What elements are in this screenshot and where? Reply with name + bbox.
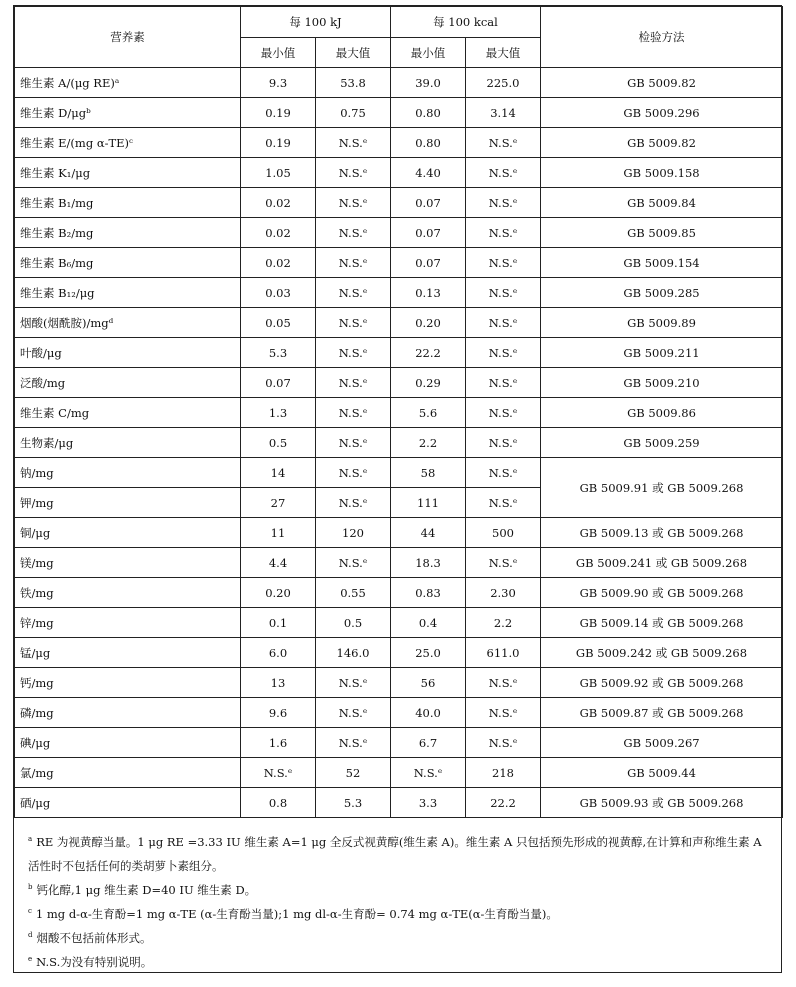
table-row bbox=[15, 338, 783, 368]
kcal-min-cell: 0.80 bbox=[391, 98, 466, 128]
nutrient-name-cell: 铜/μg bbox=[15, 518, 241, 548]
kj-min-cell: 1.05 bbox=[241, 158, 316, 188]
kj-max-cell: N.S.ᵉ bbox=[316, 278, 391, 308]
kj-max-cell: 53.8 bbox=[316, 68, 391, 98]
header-method: 检验方法 bbox=[541, 7, 783, 68]
kcal-min-cell: 58 bbox=[391, 458, 466, 488]
method-cell: GB 5009.242 或 GB 5009.268 bbox=[541, 638, 783, 668]
kcal-min-cell: 111 bbox=[391, 488, 466, 518]
kj-min-cell: 0.8 bbox=[241, 788, 316, 818]
table-row bbox=[15, 188, 783, 218]
nutrient-name-cell: 维生素 A/(μg RE)ᵃ bbox=[15, 68, 241, 98]
method-cell: GB 5009.44 bbox=[541, 758, 783, 788]
table-row bbox=[15, 458, 783, 488]
kcal-min-cell: 25.0 bbox=[391, 638, 466, 668]
method-cell: GB 5009.93 或 GB 5009.268 bbox=[541, 788, 783, 818]
kcal-min-cell: 0.80 bbox=[391, 128, 466, 158]
kcal-min-cell: 0.13 bbox=[391, 278, 466, 308]
table-row bbox=[15, 788, 783, 818]
method-cell: GB 5009.89 bbox=[541, 308, 783, 338]
table-row bbox=[15, 548, 783, 578]
kcal-max-cell: N.S.ᵉ bbox=[466, 698, 541, 728]
kcal-max-cell: 2.30 bbox=[466, 578, 541, 608]
footnote-mark: a bbox=[28, 835, 33, 844]
kj-max-cell: N.S.ᵉ bbox=[316, 188, 391, 218]
table-row bbox=[15, 158, 783, 188]
table-row bbox=[15, 128, 783, 158]
kj-min-cell: 0.02 bbox=[241, 188, 316, 218]
footnote bbox=[28, 950, 769, 974]
kcal-min-cell: 22.2 bbox=[391, 338, 466, 368]
kj-min-cell: 4.4 bbox=[241, 548, 316, 578]
table-row bbox=[15, 98, 783, 128]
nutrient-name-cell: 维生素 C/mg bbox=[15, 398, 241, 428]
header-kj-min: 最小值 bbox=[241, 38, 316, 68]
kcal-min-cell: 0.29 bbox=[391, 368, 466, 398]
kcal-max-cell: N.S.ᵉ bbox=[466, 668, 541, 698]
nutrient-name-cell: 泛酸/mg bbox=[15, 368, 241, 398]
footnote-mark: e bbox=[28, 955, 33, 964]
nutrient-name-cell: 锰/μg bbox=[15, 638, 241, 668]
method-cell: GB 5009.91 或 GB 5009.268 bbox=[541, 458, 783, 518]
kj-max-cell: 120 bbox=[316, 518, 391, 548]
method-cell: GB 5009.13 或 GB 5009.268 bbox=[541, 518, 783, 548]
table-row bbox=[15, 68, 783, 98]
kcal-max-cell: N.S.ᵉ bbox=[466, 728, 541, 758]
kj-min-cell: 0.1 bbox=[241, 608, 316, 638]
kj-max-cell: 146.0 bbox=[316, 638, 391, 668]
footnote-text: N.S.为没有特别说明。 bbox=[36, 955, 153, 969]
kcal-min-cell: 18.3 bbox=[391, 548, 466, 578]
footnote bbox=[28, 926, 769, 950]
kj-max-cell: N.S.ᵉ bbox=[316, 218, 391, 248]
nutrient-name-cell: 维生素 E/(mg α-TE)ᶜ bbox=[15, 128, 241, 158]
kj-max-cell: 5.3 bbox=[316, 788, 391, 818]
method-cell: GB 5009.259 bbox=[541, 428, 783, 458]
nutrient-name-cell: 维生素 K₁/μg bbox=[15, 158, 241, 188]
method-cell: GB 5009.85 bbox=[541, 218, 783, 248]
footnote-text: RE 为视黄醇当量。1 μg RE =3.33 IU 维生素 A=1 μg 全反式视黄醇(维生素 A)。维生素 A 只包括预先形成的视黄醇,在计算和声称维生素 A 活性时不包括任何的类胡萝卜素组分。 bbox=[28, 835, 762, 873]
kcal-max-cell: 225.0 bbox=[466, 68, 541, 98]
nutrient-name-cell: 维生素 D/μgᵇ bbox=[15, 98, 241, 128]
table-row bbox=[15, 398, 783, 428]
method-cell: GB 5009.87 或 GB 5009.268 bbox=[541, 698, 783, 728]
kcal-max-cell: 2.2 bbox=[466, 608, 541, 638]
kj-max-cell: N.S.ᵉ bbox=[316, 398, 391, 428]
kcal-max-cell: N.S.ᵉ bbox=[466, 548, 541, 578]
nutrient-table-frame bbox=[13, 5, 782, 973]
kj-min-cell: 0.5 bbox=[241, 428, 316, 458]
method-cell: GB 5009.241 或 GB 5009.268 bbox=[541, 548, 783, 578]
kcal-min-cell: 44 bbox=[391, 518, 466, 548]
kcal-min-cell: N.S.ᵉ bbox=[391, 758, 466, 788]
kcal-max-cell: 3.14 bbox=[466, 98, 541, 128]
table-row bbox=[15, 758, 783, 788]
kj-max-cell: N.S.ᵉ bbox=[316, 428, 391, 458]
nutrient-name-cell: 维生素 B₆/mg bbox=[15, 248, 241, 278]
footnote-text: 烟酸不包括前体形式。 bbox=[36, 931, 152, 945]
kcal-min-cell: 5.6 bbox=[391, 398, 466, 428]
kj-min-cell: 9.6 bbox=[241, 698, 316, 728]
method-cell: GB 5009.82 bbox=[541, 68, 783, 98]
kj-max-cell: 52 bbox=[316, 758, 391, 788]
kcal-max-cell: N.S.ᵉ bbox=[466, 218, 541, 248]
kcal-max-cell: N.S.ᵉ bbox=[466, 308, 541, 338]
table-row bbox=[15, 428, 783, 458]
kj-min-cell: 0.05 bbox=[241, 308, 316, 338]
kj-max-cell: N.S.ᵉ bbox=[316, 458, 391, 488]
kj-min-cell: 6.0 bbox=[241, 638, 316, 668]
kj-max-cell: N.S.ᵉ bbox=[316, 728, 391, 758]
table-row bbox=[15, 578, 783, 608]
method-cell: GB 5009.14 或 GB 5009.268 bbox=[541, 608, 783, 638]
header-kcal-min: 最小值 bbox=[391, 38, 466, 68]
method-cell: GB 5009.296 bbox=[541, 98, 783, 128]
kj-max-cell: N.S.ᵉ bbox=[316, 368, 391, 398]
footnote-text: 钙化醇,1 μg 维生素 D=40 IU 维生素 D。 bbox=[36, 883, 257, 897]
method-cell: GB 5009.267 bbox=[541, 728, 783, 758]
nutrient-name-cell: 碘/μg bbox=[15, 728, 241, 758]
kcal-max-cell: N.S.ᵉ bbox=[466, 338, 541, 368]
nutrient-name-cell: 锌/mg bbox=[15, 608, 241, 638]
kj-min-cell: 11 bbox=[241, 518, 316, 548]
kj-max-cell: 0.75 bbox=[316, 98, 391, 128]
kj-max-cell: N.S.ᵉ bbox=[316, 668, 391, 698]
kcal-min-cell: 0.83 bbox=[391, 578, 466, 608]
header-per-100kj: 每 100 kJ bbox=[241, 7, 391, 38]
kcal-min-cell: 0.4 bbox=[391, 608, 466, 638]
kj-max-cell: N.S.ᵉ bbox=[316, 248, 391, 278]
kcal-min-cell: 39.0 bbox=[391, 68, 466, 98]
kcal-max-cell: N.S.ᵉ bbox=[466, 458, 541, 488]
kj-max-cell: N.S.ᵉ bbox=[316, 158, 391, 188]
table-row bbox=[15, 668, 783, 698]
kj-max-cell: N.S.ᵉ bbox=[316, 128, 391, 158]
method-cell: GB 5009.92 或 GB 5009.268 bbox=[541, 668, 783, 698]
kj-min-cell: 0.20 bbox=[241, 578, 316, 608]
kj-min-cell: N.S.ᵉ bbox=[241, 758, 316, 788]
kcal-max-cell: 218 bbox=[466, 758, 541, 788]
kcal-min-cell: 6.7 bbox=[391, 728, 466, 758]
kj-min-cell: 0.03 bbox=[241, 278, 316, 308]
method-cell: GB 5009.210 bbox=[541, 368, 783, 398]
table-row bbox=[15, 218, 783, 248]
kj-max-cell: N.S.ᵉ bbox=[316, 488, 391, 518]
footnote bbox=[28, 878, 769, 902]
kj-min-cell: 1.6 bbox=[241, 728, 316, 758]
method-cell: GB 5009.82 bbox=[541, 128, 783, 158]
nutrient-name-cell: 钾/mg bbox=[15, 488, 241, 518]
kcal-max-cell: N.S.ᵉ bbox=[466, 158, 541, 188]
method-cell: GB 5009.90 或 GB 5009.268 bbox=[541, 578, 783, 608]
kj-min-cell: 0.07 bbox=[241, 368, 316, 398]
nutrient-name-cell: 烟酸(烟酰胺)/mgᵈ bbox=[15, 308, 241, 338]
table-row bbox=[15, 608, 783, 638]
kj-min-cell: 0.19 bbox=[241, 128, 316, 158]
kcal-min-cell: 40.0 bbox=[391, 698, 466, 728]
kcal-min-cell: 0.20 bbox=[391, 308, 466, 338]
nutrient-name-cell: 铁/mg bbox=[15, 578, 241, 608]
kcal-max-cell: N.S.ᵉ bbox=[466, 488, 541, 518]
header-row-1 bbox=[15, 7, 783, 38]
method-cell: GB 5009.154 bbox=[541, 248, 783, 278]
method-cell: GB 5009.158 bbox=[541, 158, 783, 188]
kj-min-cell: 9.3 bbox=[241, 68, 316, 98]
table-body bbox=[15, 68, 783, 818]
kcal-max-cell: 500 bbox=[466, 518, 541, 548]
nutrient-name-cell: 维生素 B₂/mg bbox=[15, 218, 241, 248]
kj-min-cell: 5.3 bbox=[241, 338, 316, 368]
footnote-mark: d bbox=[28, 931, 33, 940]
kj-min-cell: 13 bbox=[241, 668, 316, 698]
footnotes bbox=[14, 822, 781, 974]
header-nutrient: 营养素 bbox=[15, 7, 241, 68]
kj-max-cell: 0.55 bbox=[316, 578, 391, 608]
nutrient-name-cell: 硒/μg bbox=[15, 788, 241, 818]
kcal-min-cell: 0.07 bbox=[391, 188, 466, 218]
header-kj-max: 最大值 bbox=[316, 38, 391, 68]
nutrient-name-cell: 钙/mg bbox=[15, 668, 241, 698]
kj-max-cell: N.S.ᵉ bbox=[316, 548, 391, 578]
kcal-max-cell: N.S.ᵉ bbox=[466, 368, 541, 398]
kj-min-cell: 0.19 bbox=[241, 98, 316, 128]
method-cell: GB 5009.86 bbox=[541, 398, 783, 428]
header-kcal-max: 最大值 bbox=[466, 38, 541, 68]
kcal-max-cell: N.S.ᵉ bbox=[466, 188, 541, 218]
nutrient-table bbox=[14, 6, 783, 818]
nutrient-name-cell: 生物素/μg bbox=[15, 428, 241, 458]
table-row bbox=[15, 278, 783, 308]
kcal-min-cell: 56 bbox=[391, 668, 466, 698]
method-cell: GB 5009.211 bbox=[541, 338, 783, 368]
kj-min-cell: 27 bbox=[241, 488, 316, 518]
table-row bbox=[15, 698, 783, 728]
kcal-min-cell: 0.07 bbox=[391, 218, 466, 248]
kj-min-cell: 14 bbox=[241, 458, 316, 488]
kcal-min-cell: 2.2 bbox=[391, 428, 466, 458]
nutrient-name-cell: 维生素 B₁/mg bbox=[15, 188, 241, 218]
nutrient-name-cell: 氯/mg bbox=[15, 758, 241, 788]
kcal-max-cell: N.S.ᵉ bbox=[466, 128, 541, 158]
table-row bbox=[15, 368, 783, 398]
footnote-mark: b bbox=[28, 883, 33, 892]
kj-max-cell: N.S.ᵉ bbox=[316, 698, 391, 728]
footnote bbox=[28, 902, 769, 926]
kj-min-cell: 1.3 bbox=[241, 398, 316, 428]
footnote-mark: c bbox=[28, 907, 32, 916]
footnote-text: 1 mg d-α-生育酚=1 mg α-TE (α-生育酚当量);1 mg dl-α-生育酚= 0.74 mg α-TE(α-生育酚当量)。 bbox=[35, 907, 558, 921]
kcal-max-cell: 22.2 bbox=[466, 788, 541, 818]
nutrient-name-cell: 钠/mg bbox=[15, 458, 241, 488]
header-per-100kcal: 每 100 kcal bbox=[391, 7, 541, 38]
kj-min-cell: 0.02 bbox=[241, 248, 316, 278]
kcal-min-cell: 3.3 bbox=[391, 788, 466, 818]
kcal-max-cell: N.S.ᵉ bbox=[466, 428, 541, 458]
table-row bbox=[15, 638, 783, 668]
kcal-min-cell: 0.07 bbox=[391, 248, 466, 278]
footnote bbox=[28, 830, 769, 878]
table-row bbox=[15, 308, 783, 338]
kcal-max-cell: 611.0 bbox=[466, 638, 541, 668]
method-cell: GB 5009.285 bbox=[541, 278, 783, 308]
kcal-max-cell: N.S.ᵉ bbox=[466, 248, 541, 278]
kj-max-cell: N.S.ᵉ bbox=[316, 338, 391, 368]
nutrient-name-cell: 维生素 B₁₂/μg bbox=[15, 278, 241, 308]
nutrient-name-cell: 磷/mg bbox=[15, 698, 241, 728]
method-cell: GB 5009.84 bbox=[541, 188, 783, 218]
table-row bbox=[15, 728, 783, 758]
table-row bbox=[15, 518, 783, 548]
table-row bbox=[15, 248, 783, 278]
kcal-max-cell: N.S.ᵉ bbox=[466, 398, 541, 428]
kcal-max-cell: N.S.ᵉ bbox=[466, 278, 541, 308]
kj-max-cell: 0.5 bbox=[316, 608, 391, 638]
nutrient-name-cell: 镁/mg bbox=[15, 548, 241, 578]
nutrient-name-cell: 叶酸/μg bbox=[15, 338, 241, 368]
kcal-min-cell: 4.40 bbox=[391, 158, 466, 188]
kj-min-cell: 0.02 bbox=[241, 218, 316, 248]
kj-max-cell: N.S.ᵉ bbox=[316, 308, 391, 338]
